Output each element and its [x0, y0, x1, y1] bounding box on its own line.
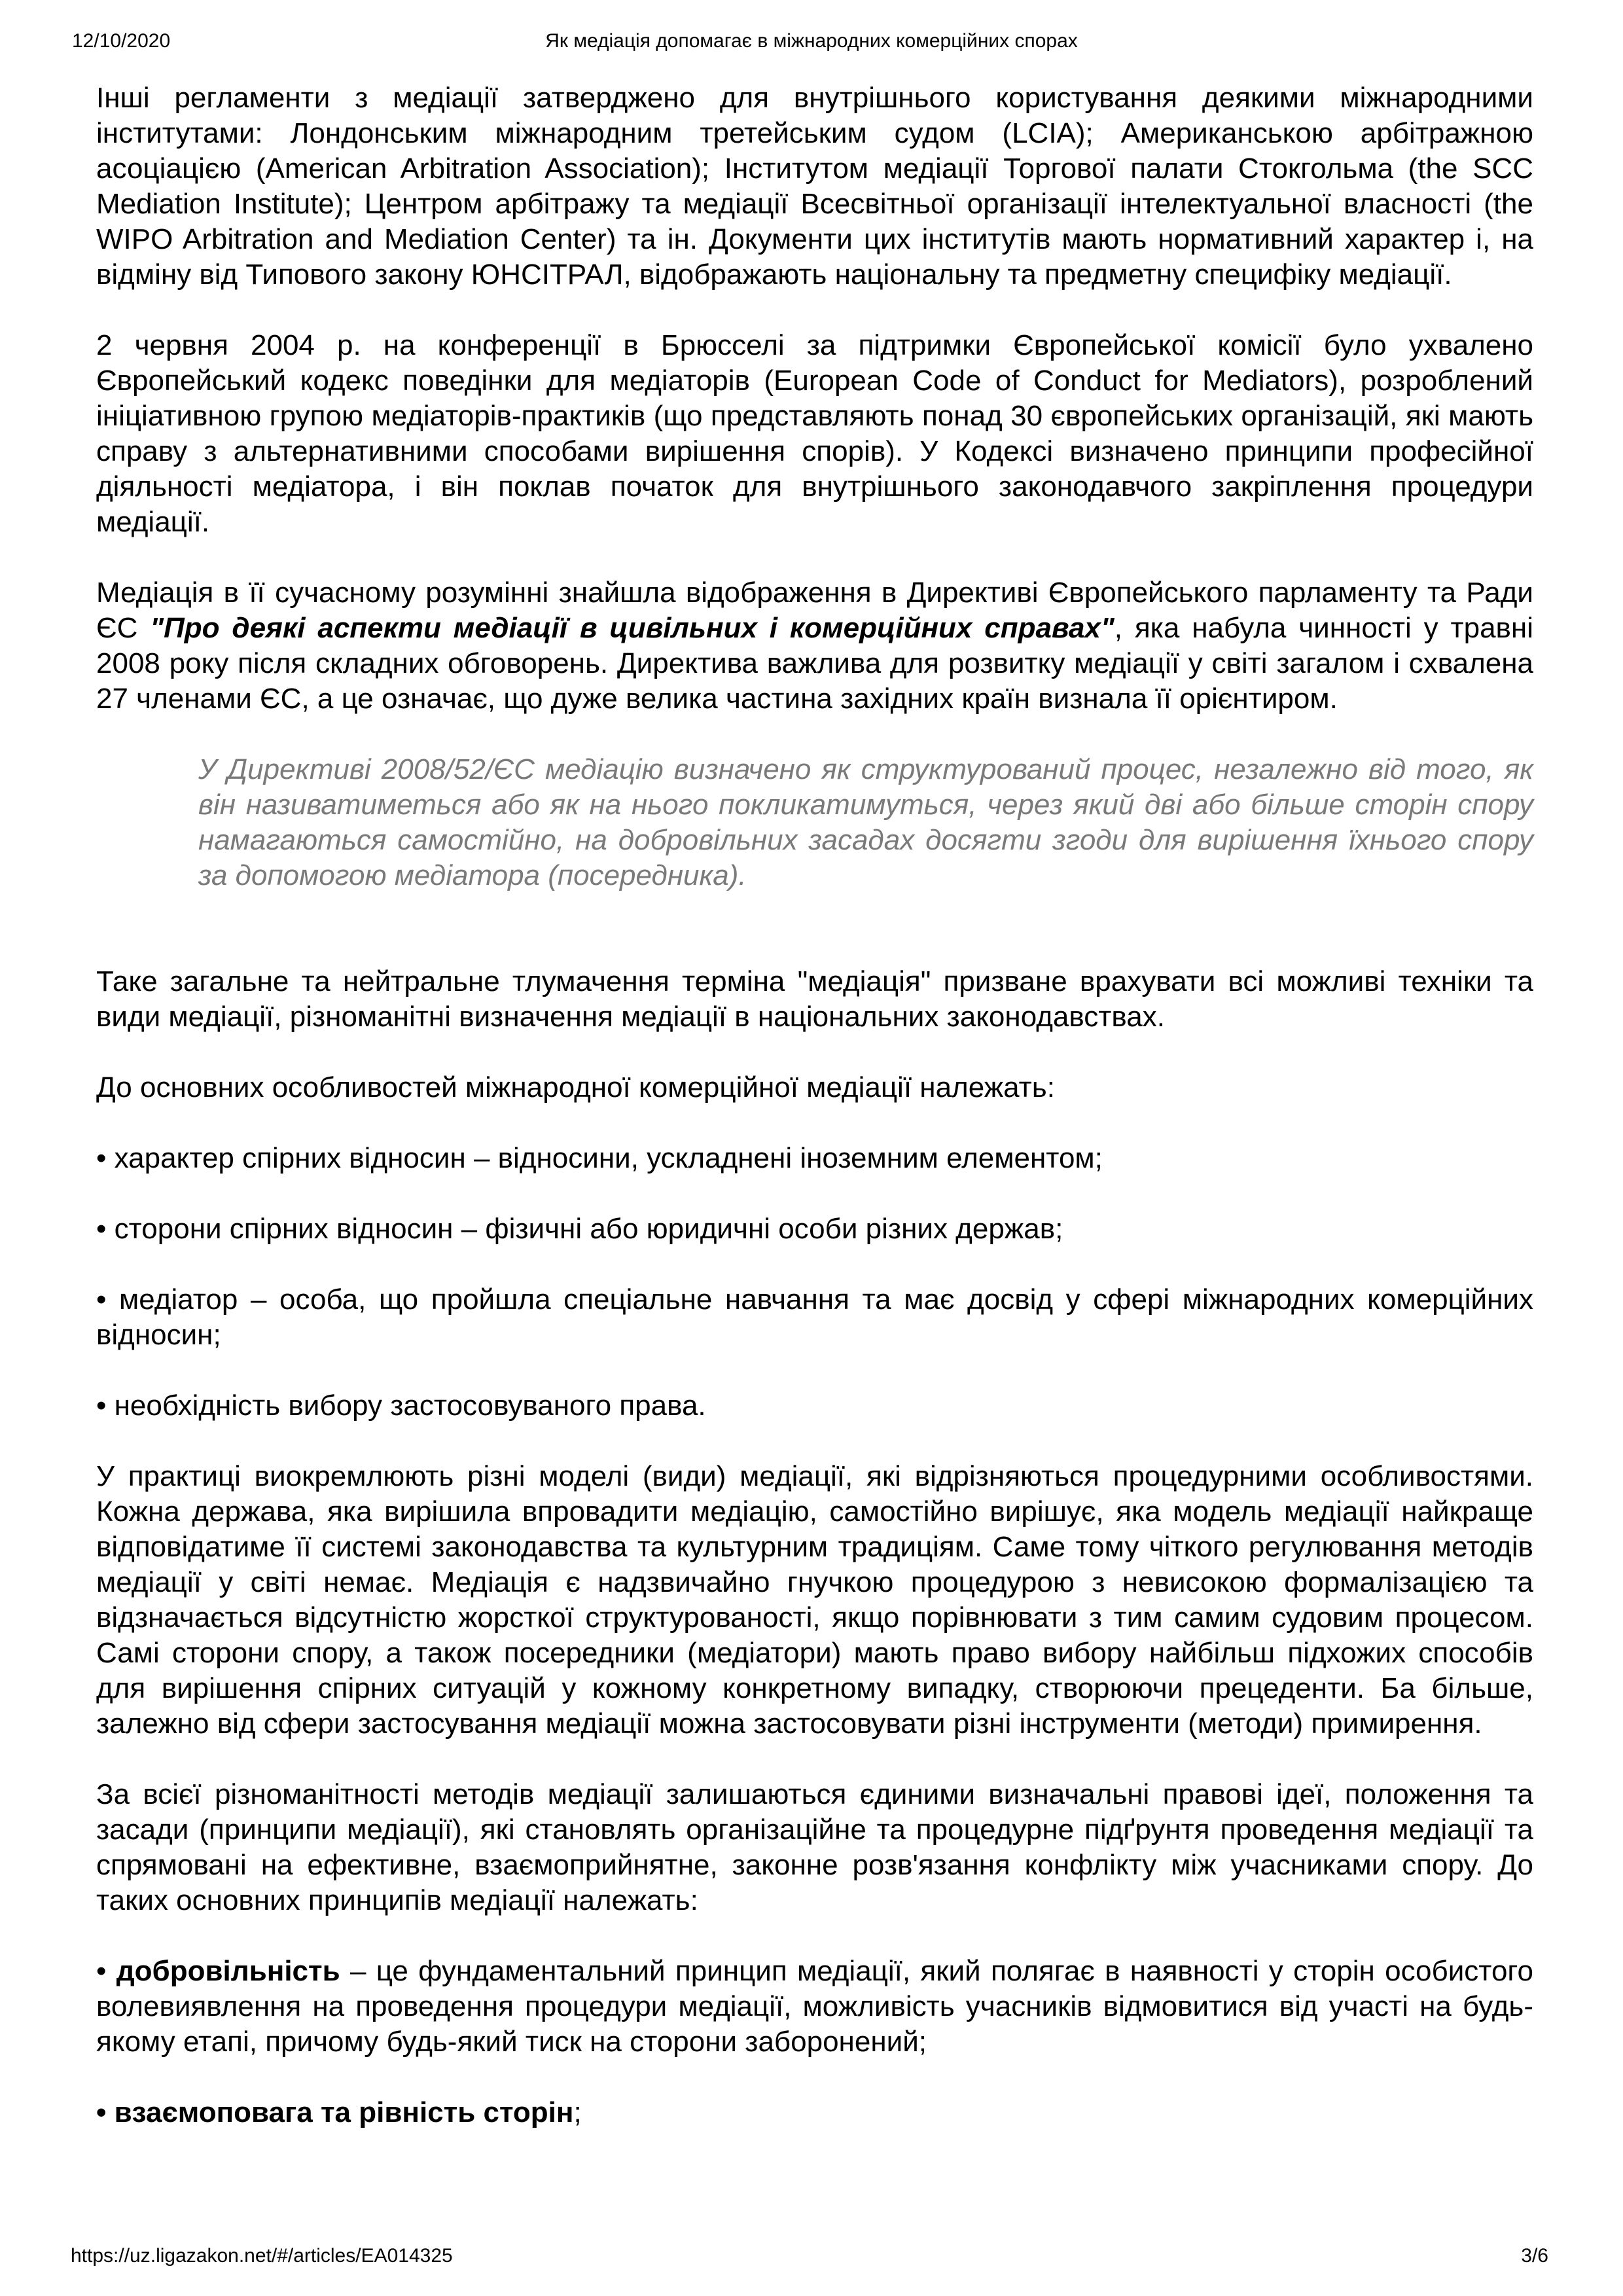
- paragraph-principles-intro: За всієї різноманітності методів медіації залишаються єдиними визначальні правові ідеї, положення та засади (принципи медіації), які становлять організаційне та процедурне підґрунтя проведення медіації та спрямовані на ефективне, взаємоприйнятне, законне розв'язання конфлікту між учасниками спору. До таких основних принципів медіації належать:: [96, 1778, 1533, 1916]
- paragraph-code-of-conduct: 2 червня 2004 р. на конференції в Брюсселі за підтримки Європейської комісії було ухвалено Європейський кодекс поведінки для медіаторів (European Code of Conduct for Mediators), розроблений ініціативною групою медіаторів-практиків (що представляють понад 30 європейських організацій, які мають справу з альтернативними способами вирішення спорів). У Кодексі визначено принципи професійної діяльності медіатора, і він поклав початок для внутрішнього законодавчого закріплення процедури медіації.: [96, 329, 1533, 538]
- print-date: 12/10/2020: [72, 30, 171, 52]
- list-item-feature-law: • необхідність вибору застосовуваного права.: [96, 1390, 706, 1422]
- paragraph-features-intro: До основних особливостей міжнародної комерційної медіації належать:: [96, 1071, 1055, 1103]
- document-title: Як медіація допомагає в міжнародних комерційних спорах: [545, 30, 1078, 52]
- directive-text-end: , яка набула чинності у травні 2008 року після складних обговорень. Директива важлива для розвитку медіації у світі загалом і схвалена 27 членами ЄС, а це означає, що дуже велика частина західних країн визнала її орієнтиром.: [96, 612, 1533, 715]
- spacer: [96, 893, 1533, 964]
- page-number: 3/6: [1521, 2245, 1548, 2267]
- paragraph-regulations: Інші регламенти з медіації затверджено для внутрішнього користування деякими міжнародними інститутами: Лондонським міжнародним третейським судом (LCIA); Американською арбітражною асоціацією (American Arbitration Association); Інститутом медіації Торгової палати Стокгольма (the SCC Mediation Institute); Центром арбітражу та медіації Всесвітньої організації інтелектуальної власності (the WIPO Arbitration and Mediation Center) та ін. Документи цих інститутів мають нормативний характер і, на відміну від Типового закону ЮНСІТРАЛ, відображають національну та предметну специфіку медіації.: [96, 82, 1533, 291]
- bullet: •: [96, 1955, 116, 1987]
- list-item-principle-voluntariness: [96, 1954, 1533, 2060]
- paragraph-neutral-definition: Таке загальне та нейтральне тлумачення терміна "медіація" призване врахувати всі можливі техніки та види медіації, різноманітні визначення медіації в національних законодавствах.: [96, 965, 1533, 1033]
- list-item-principle-respect: [96, 2095, 1533, 2130]
- page-header: [0, 30, 1623, 56]
- page-footer: [0, 2245, 1623, 2271]
- paragraph-directive: [96, 575, 1533, 717]
- paragraph-models: У практиці виокремлюють різні моделі (види) медіації, які відрізняються процедурними особливостями. Кожна держава, яка вирішила впровадити медіацію, самостійно вирішує, яка модель медіації найкраще відповідатиме її системі законодавства та культурним традиціям. Саме тому чіткого регулювання методів медіації у світі немає. Медіація є надзвичайно гнучкою процедурою з невисокою формалізацією та відзначається відсутністю жорсткої структурованості, якщо порівнювати з тим самим судовим процесом. Самі сторони спору, а також посередники (медіатори) мають право вибору найбільш підхожих способів для вирішення спірних ситуацій у кожному конкретному випадку, створюючи прецеденти. Ба більше, залежно від сфери застосування медіації можна застосовувати різні інструменти (методи) примирення.: [96, 1460, 1533, 1740]
- directive-text-start: Медіація в її сучасному розумінні знайшла відображення в Директиві Європейського парламенту та Ради ЄС: [96, 577, 1533, 644]
- principle-respect-term: • взаємоповага та рівність сторін: [96, 2096, 574, 2128]
- article-body: [96, 81, 1533, 2166]
- list-item-feature-relations: • характер спірних відносин – відносини, ускладнені іноземним елементом;: [96, 1142, 1103, 1174]
- principle-voluntariness-text: – це фундаментальний принцип медіації, який полягає в наявності у сторін особистого волевиявлення на проведення процедури медіації, можливість учасників відмовитися від участі на будь-якому етапі, причому будь-який тиск на сторони заборонений;: [96, 1955, 1533, 2058]
- principle-respect-text: ;: [573, 2096, 582, 2128]
- principle-voluntariness-term: добровільність: [116, 1955, 340, 1987]
- directive-title: "Про деякі аспекти медіації в цивільних і комерційних справах": [150, 612, 1115, 644]
- directive-quote: У Директиві 2008/52/ЄС медіацію визначено як структурований процес, незалежно від того, як він називатиметься або як на нього покликатимуться, через який дві або більше сторін спору намагаються самостійно, на добровільних засадах досягти згоди для вирішення їхнього спору за допомогою медіатора (посередника).: [198, 753, 1533, 891]
- list-item-feature-parties: • сторони спірних відносин – фізичні або юридичні особи різних держав;: [96, 1213, 1063, 1245]
- list-item-feature-mediator: • медіатор – особа, що пройшла спеціальне навчання та має досвід у сфері міжнародних комерційних відносин;: [96, 1283, 1533, 1351]
- source-url[interactable]: https://uz.ligazakon.net/#/articles/EA014325: [71, 2245, 453, 2267]
